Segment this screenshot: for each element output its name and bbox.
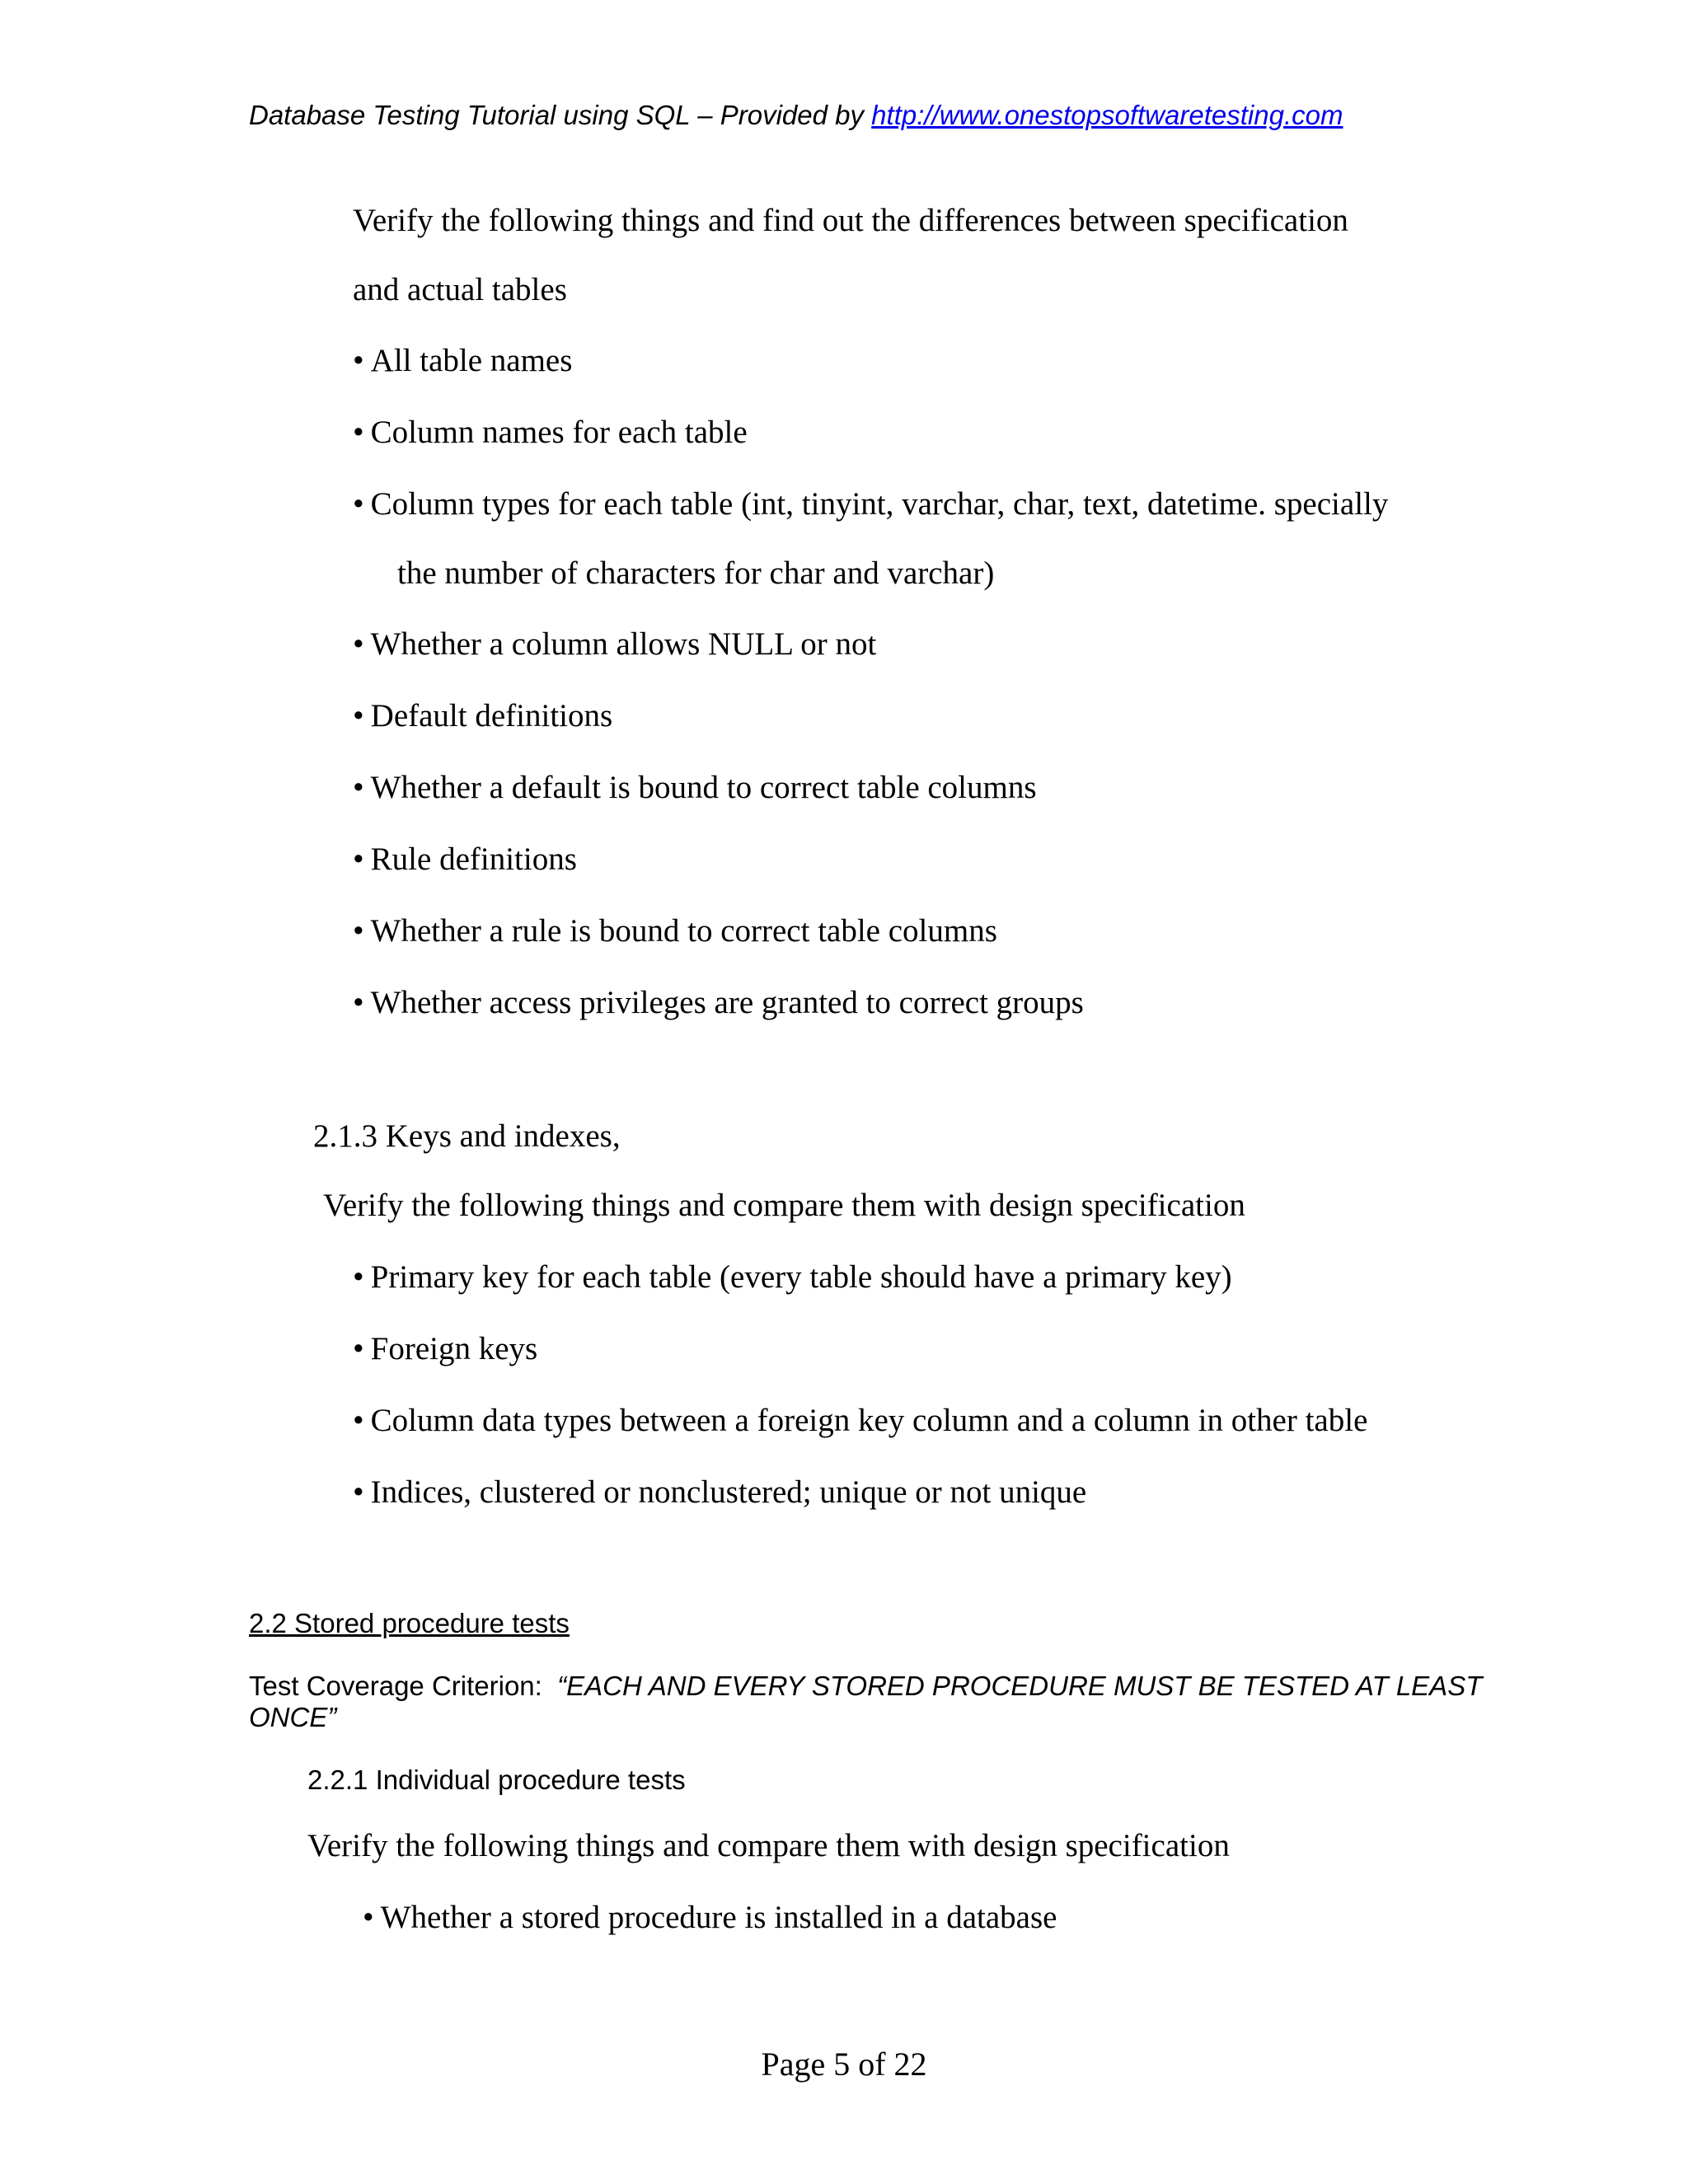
- coverage-criterion: [249, 1670, 1482, 1703]
- bullet-icon: •: [353, 913, 364, 949]
- list-item: • Indices, clustered or nonclustered; unique or not unique: [353, 1472, 1086, 1513]
- list-item: • Whether a default is bound to correct table columns: [353, 767, 1037, 808]
- table-checks-intro-line1: Verify the following things and find out the differences between specification: [353, 203, 1348, 238]
- section-heading-keys: 2.1.3 Keys and indexes,: [313, 1118, 621, 1154]
- bullet-icon: •: [353, 1331, 364, 1366]
- bullet-icon: •: [353, 415, 364, 450]
- list-item: • Foreign keys: [353, 1329, 537, 1370]
- list-item: • Column types for each table (int, tinyint, varchar, char, text, datetime. specially: [353, 484, 1388, 525]
- bullet-icon: •: [353, 626, 364, 662]
- list-item: • Whether a column allows NULL or not: [353, 624, 876, 665]
- list-item: • Rule definitions: [353, 839, 577, 880]
- bullet-icon: •: [353, 1474, 364, 1510]
- bullet-icon: •: [353, 770, 364, 805]
- list-item-continuation: the number of characters for char and varchar): [397, 555, 995, 591]
- list-item: • Whether access privileges are granted to correct groups: [353, 982, 1084, 1024]
- procedures-intro: Verify the following things and compare them with design specification: [307, 1828, 1230, 1863]
- bullet-icon: •: [363, 1900, 374, 1935]
- bullet-icon: •: [353, 486, 364, 522]
- subsection-heading-individual-procedures: 2.2.1 Individual procedure tests: [307, 1765, 686, 1795]
- list-item: • Primary key for each table (every table should have a primary key): [353, 1257, 1232, 1298]
- page-header: [249, 97, 1343, 134]
- list-item: • Column names for each table: [353, 412, 748, 453]
- header-link[interactable]: http://www.onestopsoftwaretesting.com: [871, 100, 1343, 130]
- list-item: • All table names: [353, 340, 572, 382]
- list-item: • Whether a rule is bound to correct table columns: [353, 911, 997, 952]
- bullet-icon: •: [353, 1403, 364, 1438]
- list-item: • Default definitions: [353, 696, 612, 737]
- bullet-icon: •: [353, 343, 364, 378]
- list-item: • Column data types between a foreign key column and a column in other table: [353, 1400, 1367, 1441]
- bullet-icon: •: [353, 841, 364, 877]
- header-text: Database Testing Tutorial using SQL – Provided by: [249, 100, 872, 130]
- section-heading-stored-procedures: 2.2 Stored procedure tests: [249, 1608, 570, 1638]
- bullet-icon: •: [353, 1259, 364, 1295]
- table-checks-intro-line2: and actual tables: [353, 272, 567, 307]
- bullet-icon: •: [353, 698, 364, 733]
- criterion-text: “EACH AND EVERY STORED PROCEDURE MUST BE TESTED AT LEAST: [557, 1671, 1483, 1701]
- criterion-text-continuation: ONCE”: [249, 1702, 337, 1732]
- keys-intro: Verify the following things and compare them with design specification: [323, 1188, 1245, 1223]
- criterion-label: Test Coverage Criterion:: [249, 1671, 542, 1701]
- bullet-icon: •: [353, 985, 364, 1020]
- page-number: Page 5 of 22: [761, 2046, 927, 2083]
- list-item: • Whether a stored procedure is installed in a database: [363, 1897, 1057, 1938]
